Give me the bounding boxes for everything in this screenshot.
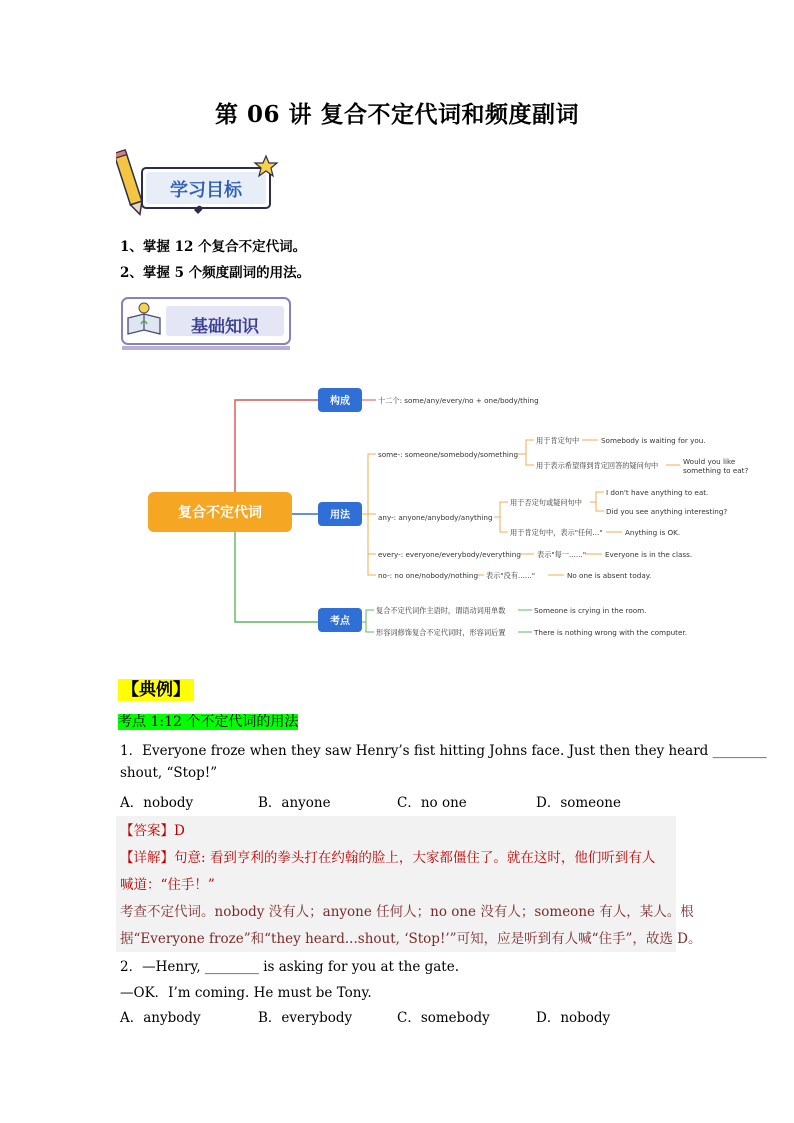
mindmap-root: 复合不定代词 [178,505,262,521]
node-every-ex: Everyone is in the class. [605,550,693,559]
node-any: any-: anyone/anybody/anything [378,513,493,522]
node-no-a: 表示"没有......" [486,571,536,580]
node-some-a-ex: Somebody is waiting for you. [601,436,706,445]
node-any-b: 用于肯定句中，表示"任何..." [510,528,603,537]
objectives-badge [116,148,286,220]
q1-detail-line1: 【详解】句意: 看到亨利的拳头打在约翰的脸上，大家都僵住了。就在这时，他们听到有人 [120,850,656,866]
q2-option-a: A．anybody [120,1010,201,1026]
q1-option-c: C．no one [397,795,467,811]
node-no: no-: no one/nobody/nothing [378,571,479,580]
q1-stem-line1: 1．Everyone froze when they saw Henry’s fist hitting Johns face. Just then they heard ________ [120,743,767,759]
q2-option-b: B．everybody [258,1010,353,1026]
node-composition-text: 十二个: some/any/every/no + one/body/thing [378,396,539,405]
objectives-badge-label: 学习目标 [170,180,242,201]
test-point-label: 考点 1:12 个不定代词的用法 [118,714,299,730]
page-title: 第 06 讲 复合不定代词和频度副词 [214,101,580,128]
node-some-b-ex2: something to eat? [683,466,749,475]
node-some: some-: someone/somebody/something [378,450,519,459]
objective-2: 2、掌握 5 个频度副词的用法。 [120,265,311,281]
q1-detail-line2: 喊道：“住手！” [120,877,215,893]
node-some-b: 用于表示希望得到肯定回答的疑问句中 [536,461,659,470]
node-every-a: 表示"每一......" [537,550,587,559]
node-any-b-ex: Anything is OK. [625,528,681,537]
basics-badge [116,296,296,354]
q1-answer: 【答案】D [120,823,185,839]
q1-option-a: A．nobody [120,795,194,811]
node-test-1: 复合不定代词作主语时，谓语动词用单数 [376,606,506,615]
q1-stem-line2: shout, “Stop!” [120,765,218,781]
q2-option-c: C．somebody [397,1010,490,1026]
node-some-a: 用于肯定句中 [536,436,580,445]
examples-heading: 【典例】 [118,679,194,701]
node-any-a-ex1: I don't have anything to eat. [606,488,709,497]
node-test-1-ex: Someone is crying in the room. [534,606,647,615]
branch-usage: 用法 [330,510,350,521]
mindmap [140,378,760,648]
basics-badge-label: 基础知识 [191,317,259,337]
node-any-a: 用于否定句或疑问句中 [510,498,582,507]
q1-option-b: B．anyone [258,795,331,811]
q1-detail-line4: 据“Everyone froze”和“they heard...shout, ‘Stop!’”可知，应是听到有人喊“住手”，故选 D。 [120,931,702,947]
node-every: every-: everyone/everybody/everything [378,550,521,559]
q2-stem-line2: —OK．I’m coming. He must be Tony. [120,985,372,1001]
q1-option-d: D．someone [536,795,621,811]
node-test-2-ex: There is nothing wrong with the computer. [534,628,687,637]
branch-composition: 构成 [330,396,350,407]
node-any-a-ex2: Did you see anything interesting? [606,507,728,516]
objective-1: 1、掌握 12 个复合不定代词。 [120,239,307,255]
q1-detail-line3: 考查不定代词。nobody 没有人；anyone 任何人；no one 没有人；someone 有人，某人。根 [120,904,694,920]
node-test-2: 形容词修饰复合不定代词时，形容词后置 [376,628,506,637]
node-no-ex: No one is absent today. [567,571,652,580]
q2-stem-line1: 2．—Henry, ________ is asking for you at the gate. [120,959,460,975]
q2-option-d: D．nobody [536,1010,611,1026]
node-some-b-ex1: Would you like [683,457,736,466]
branch-test-points: 考点 [330,616,350,627]
